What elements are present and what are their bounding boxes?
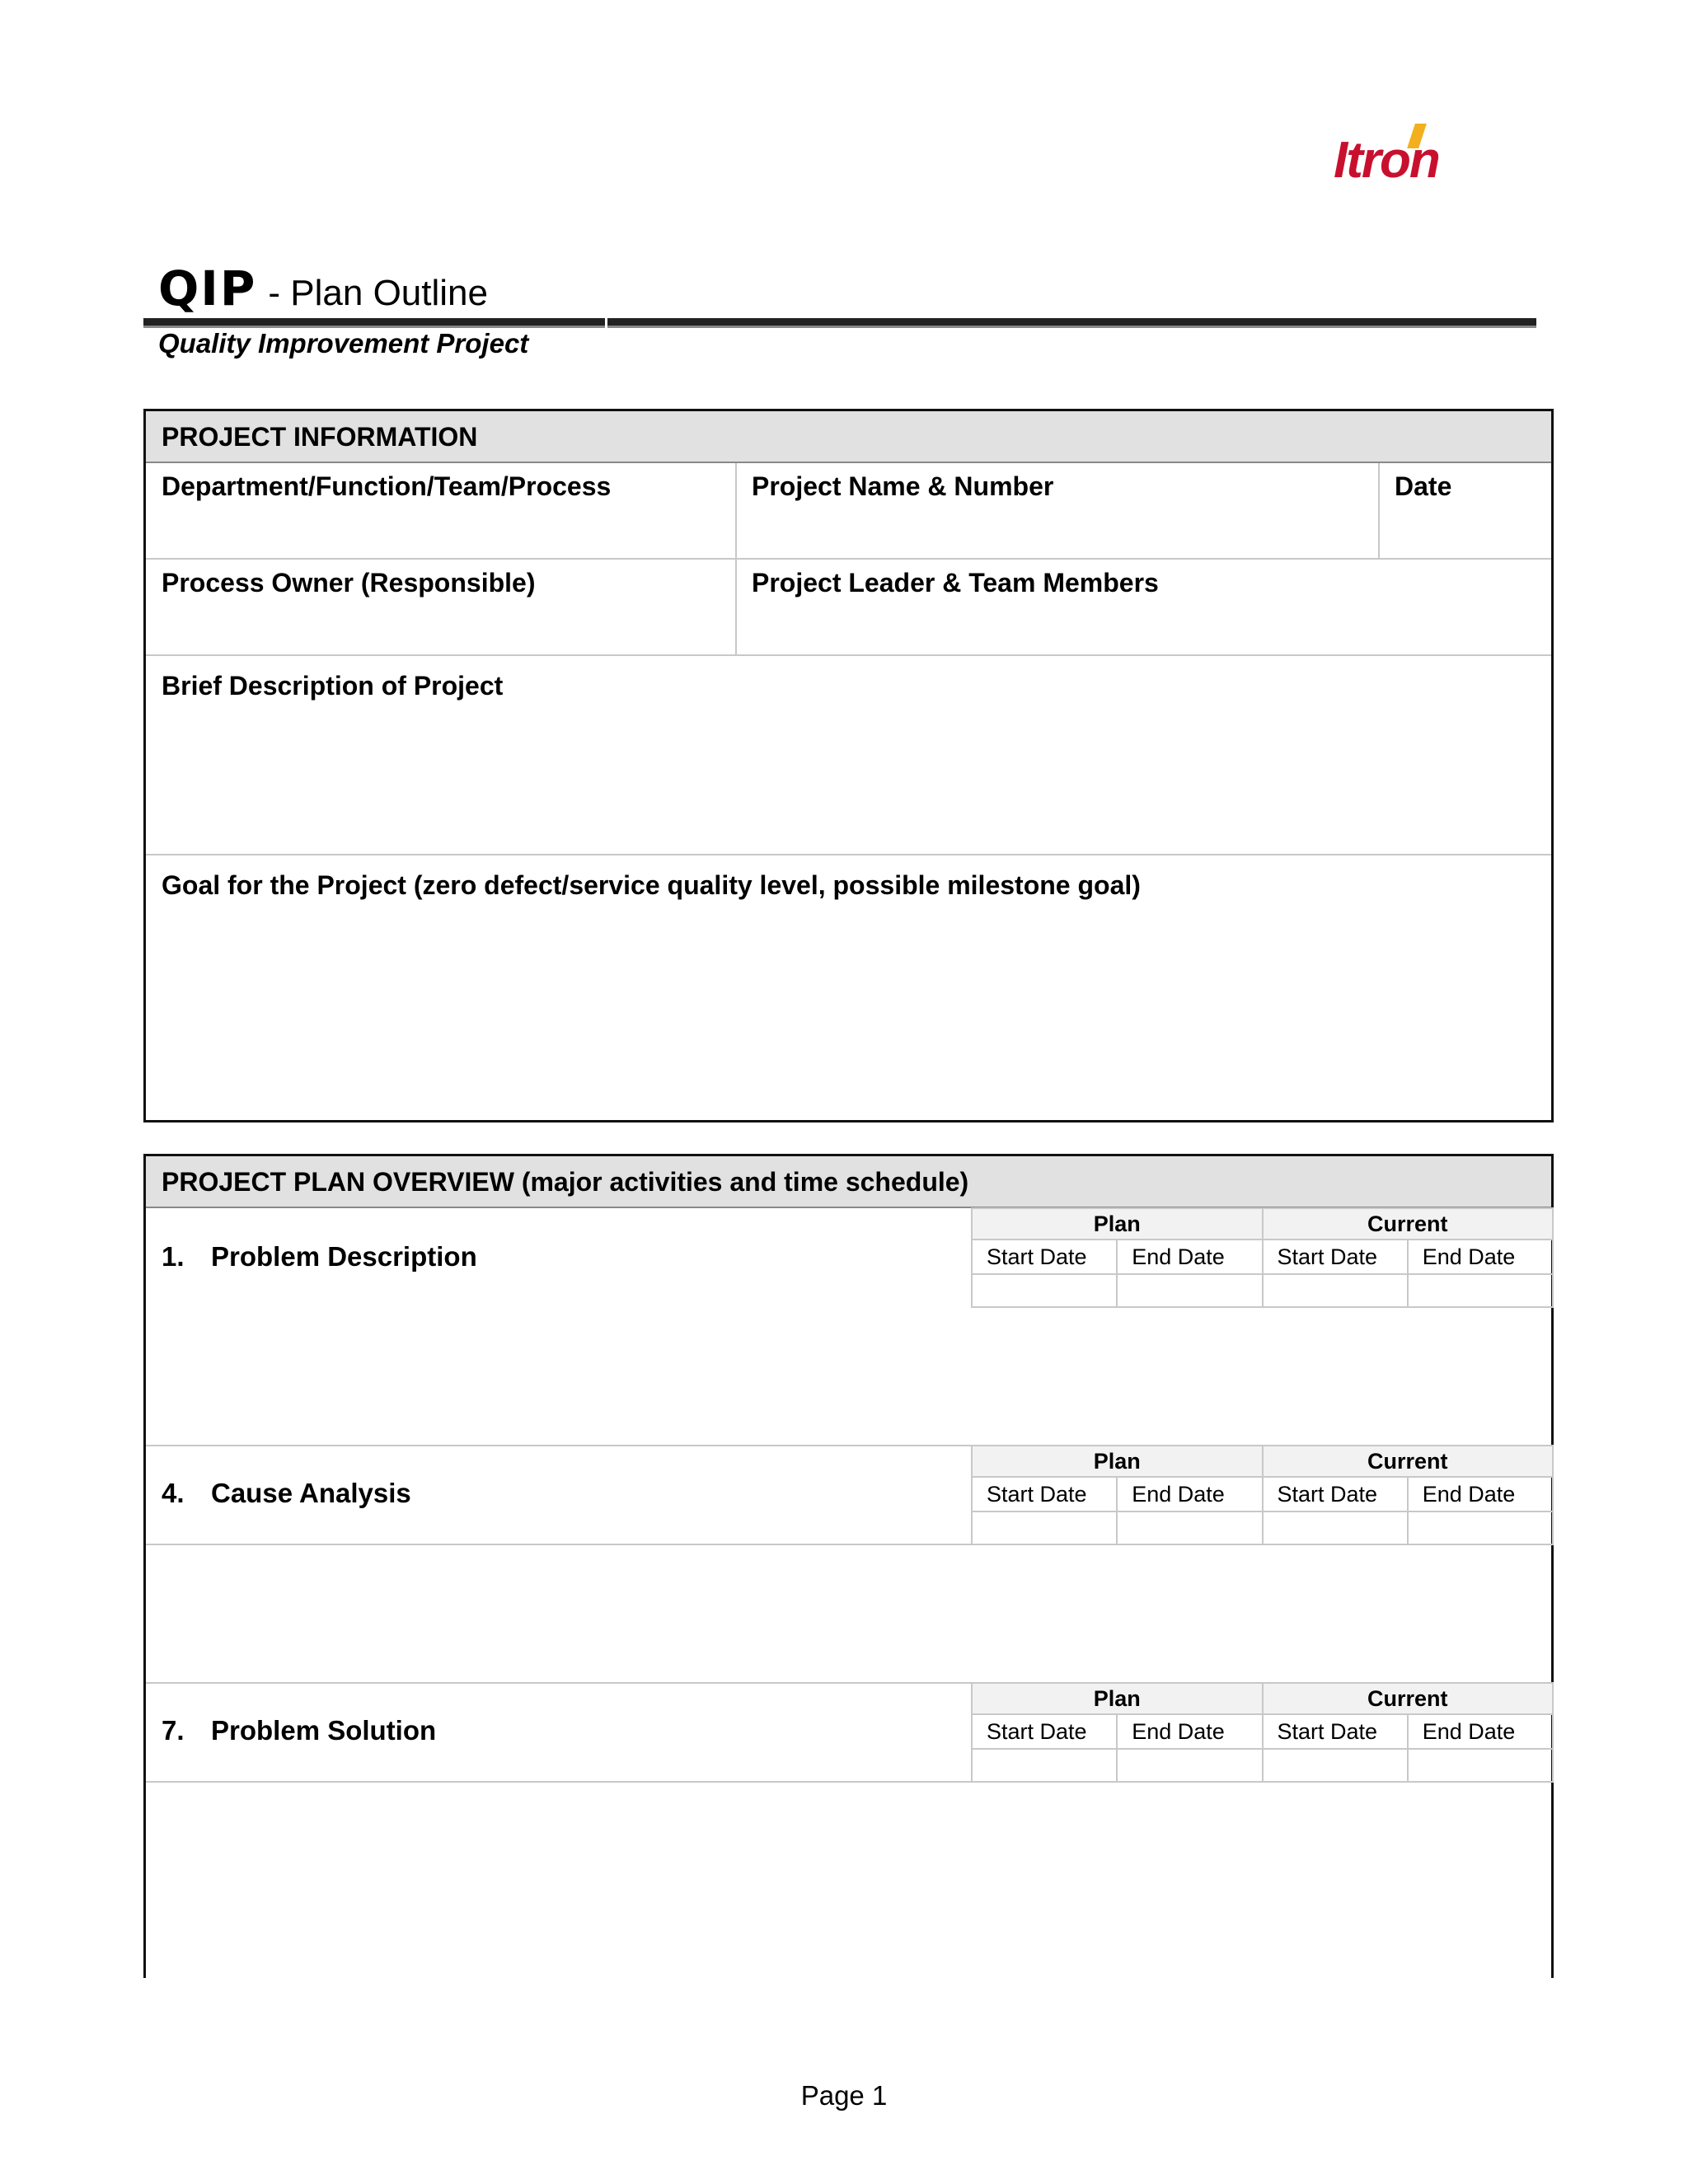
project-information-heading: PROJECT INFORMATION	[146, 411, 1551, 463]
plan-start-date-input[interactable]	[972, 1749, 1117, 1782]
process-owner-field[interactable]	[146, 560, 736, 654]
project-plan-overview-heading: PROJECT PLAN OVERVIEW (major activities and time schedule)	[146, 1156, 1551, 1208]
current-start-date-input[interactable]	[1263, 1749, 1408, 1782]
project-plan-overview-box	[143, 1154, 1554, 1978]
process-owner-label: Process Owner (Responsible)	[162, 568, 536, 598]
date-field[interactable]	[1379, 463, 1551, 558]
current-end-date-label: End Date	[1408, 1477, 1553, 1511]
itron-logo	[1334, 124, 1449, 190]
date-table-cause-analysis	[971, 1445, 1554, 1545]
current-end-date-label: End Date	[1408, 1240, 1553, 1274]
department-field[interactable]	[146, 463, 736, 558]
section-problem-description	[162, 1241, 477, 1272]
project-leader-field[interactable]	[736, 560, 1551, 654]
logo-text: Itron	[1334, 132, 1439, 189]
plan-header: Plan	[972, 1446, 1263, 1477]
section-number: 4.	[162, 1478, 185, 1508]
current-end-date-input[interactable]	[1408, 1274, 1553, 1307]
current-end-date-input[interactable]	[1408, 1511, 1553, 1544]
section-number: 7.	[162, 1715, 185, 1746]
project-information-box	[143, 409, 1554, 1122]
plan-end-date-input[interactable]	[1117, 1511, 1262, 1544]
plan-header: Plan	[972, 1208, 1263, 1240]
plan-start-date-label: Start Date	[972, 1240, 1117, 1274]
section-title: Problem Description	[211, 1241, 477, 1272]
problem-solution-field[interactable]	[146, 1783, 1551, 1915]
section-problem-solution	[162, 1715, 436, 1746]
current-header: Current	[1263, 1208, 1554, 1240]
section-number: 1.	[162, 1241, 185, 1272]
goal-label: Goal for the Project (zero defect/service quality level, possible milestone goal)	[162, 870, 1141, 900]
section-title: Cause Analysis	[211, 1478, 411, 1508]
current-end-date-label: End Date	[1408, 1714, 1553, 1749]
plan-start-date-label: Start Date	[972, 1477, 1117, 1511]
brief-description-field[interactable]	[146, 656, 1551, 854]
current-header: Current	[1263, 1446, 1554, 1477]
plan-end-date-label: End Date	[1117, 1240, 1262, 1274]
current-end-date-input[interactable]	[1408, 1749, 1553, 1782]
current-start-date-label: Start Date	[1263, 1714, 1408, 1749]
document-title	[158, 260, 488, 318]
problem-description-field[interactable]	[146, 1308, 1551, 1445]
project-leader-label: Project Leader & Team Members	[752, 568, 1159, 598]
section-title: Problem Solution	[211, 1715, 437, 1746]
title-rule	[143, 318, 1536, 328]
title-qip: QIP	[158, 260, 257, 316]
project-name-field[interactable]	[736, 463, 1379, 558]
divider	[1378, 463, 1380, 558]
date-label: Date	[1395, 471, 1452, 501]
department-label: Department/Function/Team/Process	[162, 471, 612, 501]
plan-end-date-label: End Date	[1117, 1714, 1262, 1749]
date-table-problem-solution	[971, 1682, 1554, 1783]
cause-analysis-field[interactable]	[146, 1545, 1551, 1682]
date-table-problem-description	[971, 1207, 1554, 1308]
plan-start-date-label: Start Date	[972, 1714, 1117, 1749]
current-start-date-input[interactable]	[1263, 1274, 1408, 1307]
current-start-date-input[interactable]	[1263, 1511, 1408, 1544]
current-header: Current	[1263, 1683, 1554, 1714]
document-subtitle: Quality Improvement Project	[158, 328, 529, 359]
section-cause-analysis	[162, 1478, 411, 1509]
goal-field[interactable]	[146, 855, 1551, 1120]
plan-end-date-input[interactable]	[1117, 1749, 1262, 1782]
plan-end-date-input[interactable]	[1117, 1274, 1262, 1307]
current-start-date-label: Start Date	[1263, 1477, 1408, 1511]
plan-header: Plan	[972, 1683, 1263, 1714]
page-number: Page 1	[800, 2080, 888, 2111]
title-plan-outline: - Plan Outline	[268, 273, 488, 313]
title-rule-gap	[605, 318, 607, 328]
plan-start-date-input[interactable]	[972, 1511, 1117, 1544]
plan-start-date-input[interactable]	[972, 1274, 1117, 1307]
current-start-date-label: Start Date	[1263, 1240, 1408, 1274]
plan-end-date-label: End Date	[1117, 1477, 1262, 1511]
project-name-label: Project Name & Number	[752, 471, 1054, 501]
brief-description-label: Brief Description of Project	[162, 671, 504, 701]
